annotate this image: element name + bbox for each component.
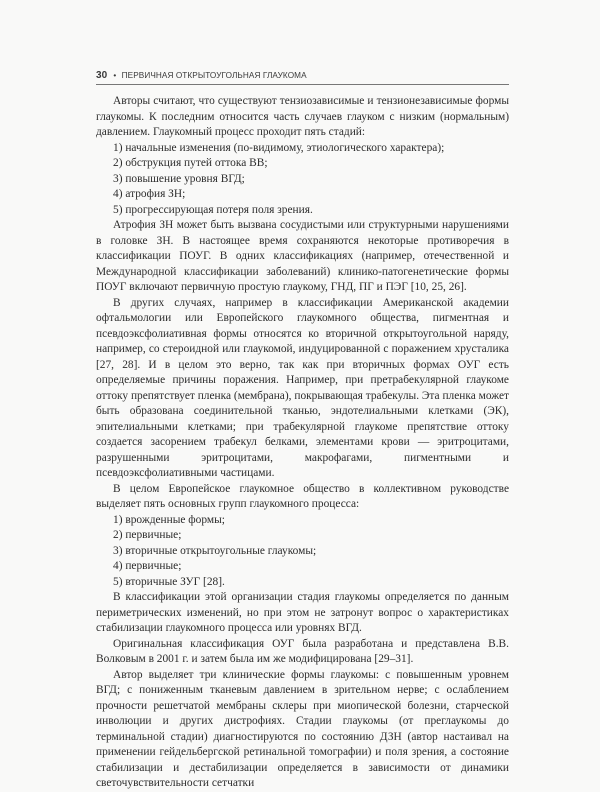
group-list-item: 1) врожденные формы; [113, 513, 225, 526]
running-title: ПЕРВИЧНАЯ ОТКРЫТОУГОЛЬНАЯ ГЛАУКОМА [121, 71, 307, 80]
paragraph-4: В целом Европейское глаукомное общество в коллективном руководстве выделяет пять основных групп глаукомного процесса: [96, 482, 509, 510]
group-list-item: 3) вторичные открытоугольные глаукомы; [113, 544, 317, 557]
group-list-item: 5) вторичные ЗУГ [28]. [113, 575, 225, 588]
page-number: 30 [96, 70, 108, 81]
paragraph-7: Автор выделяет три клинические формы глаукомы: с повышенным уровнем ВГД; с пониженным тканевым давлением в зрительном нерве; с ослаблением прочности решетчатой мембраны склеры при миопической болезни, старческой инволюции и других дистрофиях. Стадии глаукомы (от преглаукомы до терминальной стадии) диагностируются по состоянию ДЗН (автор настаивал на применении гейдельбергской ретинальной томографии) и поля зрения, а состояние стабилизации и дестабилизации определяется в зависимости от динамики светочувствительности сетчатки [96, 668, 509, 789]
stage-list-item: 3) повышение уровня ВГД; [113, 172, 245, 185]
header-rule [96, 84, 509, 85]
paragraph-3: В других случаях, например в классификации Американской академии офтальмологии или Европейского глаукомного общества, пигментная и псевдоэксфолиативная формы относятся ко вторичной открытоугольной наряду, например, со стероидной или глаукомой, индуцированной с поражением хрусталика [27, 28]. И в целом это верно, так как при вторичных формах ОУГ есть определяемые причины поражения. Например, при претрабекулярной глаукоме оттоку препятствует пленка (мембрана), покрывающая трабекулы. Эта пленка может быть образована соединительной тканью, эндотелиальными клетками (ЭК), эпителиальными клетками; при трабекулярной глаукоме препятствие оттоку создается засорением трабекул белками, элементами крови — эритроцитами, разрушенными эритроцитами, макрофагами, пигментными и псевдоэксфолиативными частицами. [96, 296, 510, 479]
page-body [96, 94, 509, 792]
group-list-item: 4) первичные; [113, 560, 182, 572]
stage-list-item: 4) атрофия ЗН; [113, 188, 186, 200]
stage-list-item: 1) начальные изменения (по-видимому, этиологического характера); [113, 141, 445, 154]
paragraph-1: Авторы считают, что существуют тензиозависимые и тензионезависимые формы глаукомы. К последним относится часть случаев глауком с низким (нормальным) давлением. Глаукомный процесс проходит пять стадий: [96, 95, 509, 138]
group-list-item: 2) первичные; [113, 529, 182, 541]
paragraph-2: Атрофия ЗН может быть вызвана сосудистыми или структурными нарушениями в головке ЗН. В настоящее время сохраняются некоторые противоречия в классификации ПОУГ. В одних классификациях (например, отечественной и Международной классификации заболеваний) клинико-патогенетические формы ПОУГ включают первичную простую глаукому, ГНД, ПГ и ПЭГ [10, 25, 26]. [96, 219, 509, 293]
stage-list-item: 2) обструкция путей оттока ВВ; [113, 157, 268, 169]
paragraph-6: Оригинальная классификация ОУГ была разработана и представлена В.В. Волковым в 2001 г. и затем была им же модифицирована [29–31]. [96, 637, 509, 665]
running-header [96, 70, 509, 84]
stage-list-item: 5) прогрессирующая потеря поля зрения. [113, 203, 313, 216]
paragraph-5: В классификации этой организации стадия глаукомы определяется по данным периметрических изменений, но при этом не затронут вопрос о характеристиках стабилизации глаукомного процесса или уровнях ВГД. [96, 591, 509, 634]
header-bullet: • [113, 71, 117, 80]
